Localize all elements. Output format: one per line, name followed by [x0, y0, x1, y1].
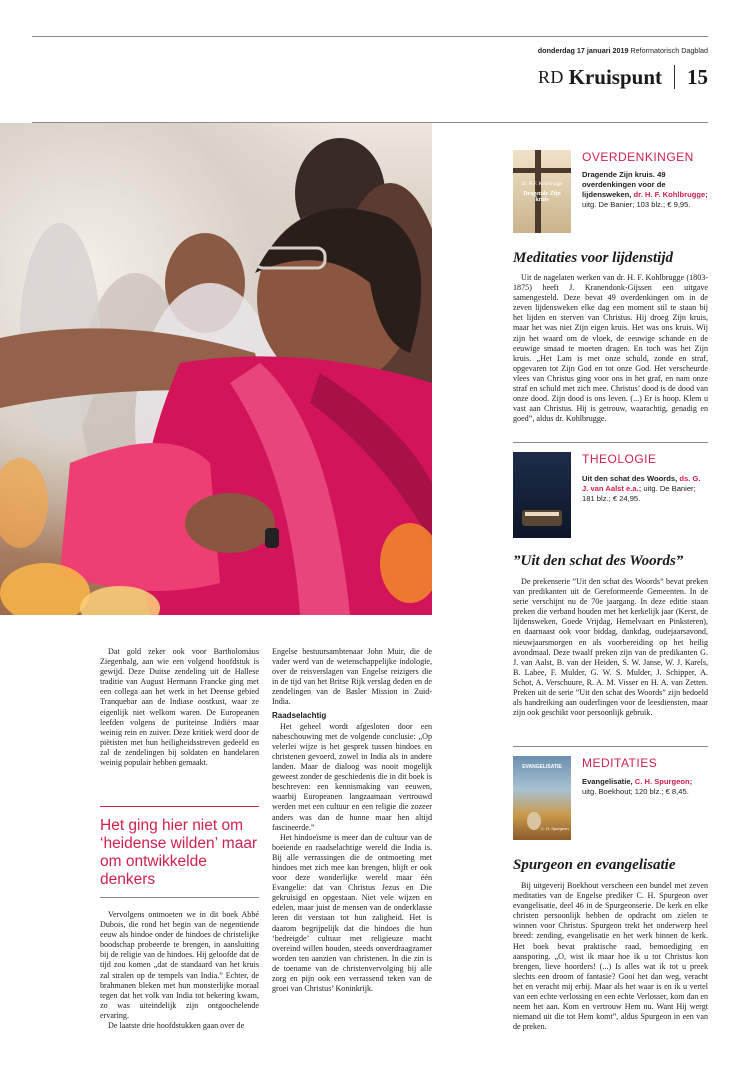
book-cover-uit-den-schat: [513, 452, 571, 538]
book-cover-kohlbrugge: [513, 150, 571, 233]
book-info: [582, 170, 708, 210]
section-title: Kruispunt: [568, 64, 662, 89]
pullquote: Het ging hier niet om ‘heidense wilden’ maar om ontwikkelde denkers: [100, 817, 258, 888]
sidebar-title: Spurgeon en evangelisatie: [513, 857, 676, 873]
book-info: [582, 777, 708, 797]
sidebar-title: Meditaties voor lijdenstijd: [513, 250, 673, 266]
article-column-1: [100, 647, 259, 768]
paragraph: Uit de nagelaten werken van dr. H. F. Kohlbrugge (1803-1875) heeft J. Kranendonk-Gijssen een uitgave samengesteld. Deze bevat 49 overdenkingen om in de zeven lijdensweken elke dag een moment stil te staan bij het lijden en sterven van Christus. Hij droeg Zijn kruis, maar het was niet Zijn eigen kruis. Het was ons kruis. Wij zijn het waard om de vloek, de eeuwige schande en de eeuwige smaad te moeten dragen. En toch was het Zijn kruis. „Het Lam is met onze schuld, zonde en straf, opgevaren tot Zijn God en tot onze God. Het verscheurde vlees van Christus ging voor ons in het graf, en nam onze straf en schuld met zich mee. Christus’ dood is de dood van onze dood. Zijn dood is ons leven. (...) Er is hoop. Klem u vast aan Christus. Hij is getrouw, waarachtig, genadig en goed”, aldus dr. Kohlbrugge.: [513, 273, 708, 424]
book-title: Dragende Zijn kruis. 49 overdenkingen voor de lijdensweken,: [582, 170, 666, 199]
paragraph: Het geheel wordt afgesloten door een nabeschouwing met de volgende conclusie: „Op velerlei wijze is het gesprek tussen hindoes en christenen gevoerd, zowel in India als in andere landen. Maar de dialoog was nooit mogelijk geweest zonder de geschiedenis die in dit boek is beschreven: een kennismaking van eeuwen, waarbij Europeanen langzaamaan vertrouwd werden met een cultuur en een religie die zozeer anders was dan de hunne maar hen altijd fascineerde.”: [272, 721, 432, 832]
sidebar-title: ”Uit den schat des Woords”: [513, 553, 684, 569]
article-column-2: [272, 647, 432, 994]
paragraph: De prekenserie ”Uit den schat des Woords” bevat preken van predikanten uit de Gereformeerde Gemeenten. In de serie verschijnt nu de 70e jaargang. In deze editie staan preken die verband houden met het kerkelijk jaar (Kerst, de lijdensweken, Goede Vrijdag, Hemelvaart en Pinksteren), en daarnaast ook voor biddag, dankdag, oudejaarsavond, nieuwjaarsmorgen en als voorbereiding op het heilig avondmaal. Deze twaalf preken zijn van de predikanten G. J. van Aalst, B. van der Heiden, S. W. Janse, W. J. Karels, B. Labee, F. Mulder, G. W. S. Mulder, J. Schipper, A. Schot, A. Verschuure, R. A. M. Visser en H. A. van Zetten. Preken uit de serie ”Uit den schat des Woords” zijn bedoeld als handreiking aan ouderlingen voor de leesdiensten, maar zijn ook geschikt voor persoonlijk gebruik.: [513, 577, 708, 718]
cover-author: C. H. Spurgeon: [541, 826, 569, 831]
category-label: THEOLOGIE: [582, 452, 657, 466]
photo-illustration: [0, 123, 432, 615]
paper-name: Reformatorisch Dagblad: [630, 46, 708, 55]
paragraph: Het hindoeïsme is meer dan de cultuur van de boeiende en raadselachtige wereld die India is. Bij alle verrassingen die de ontmoeting met hindoes met zich mee kan brengen, blijft er ook voor deze wonderlijke wereld maar één Evangelie: dat van Christus Jezus en Die gekruisigd en opgestaan. Niet vele wijzen en edelen, maar juist de mensen van de onderklasse leren dit verstaan tot hun zaligheid. Het is daarom begrijpelijk dat die hindoes die hun ‘bedreigde’ cultuur met religieuze macht overeind willen houden, steeds onverdraagzamer worden ten aanzien van christenen. In die zin is de toename van de christenvervolging bij alle zorg en pijn ook een verrassend teken van de groei van Christus’ Koninkrijk.: [272, 832, 432, 994]
brand-prefix: RD: [538, 66, 564, 87]
book-author: C. H. Spurgeon;: [634, 777, 693, 786]
hindu-worship-photo: [0, 123, 432, 615]
paragraph: Dat gold zeker ook voor Bartholomäus Ziegenbalg, aan wie een volgend hoofdstuk is gewijd. Deze Duitse zendeling uit de Hallese traditie van August Hermann Francke ging met een collega aan het werk in het Deense gebied Tranquebar aan de Indiase oostkust, waar ze eigenlijk niet welkom waren. De Europeanen leefden volgens de puriteinse Indiërs maar weinig rein en zuiver. Deze kritiek werd door de piëtisten met hun heiligheidsstreven gedeeld en zal de zendelingen bij soldaten en handelaren weinig populair hebben gemaakt.: [100, 647, 259, 768]
book-title: Evangelisatie,: [582, 777, 633, 786]
category-label: OVERDENKINGEN: [582, 150, 694, 164]
paragraph: Bij uitgeverij Boekhout verscheen een bundel met zeven meditaties van de Engelse prediker C. H. Spurgeon over evangelisatie, deel 46 in de Spurgeonserie. De kerk en elke christen persoonlijk hebben de opdracht om zielen te winnen voor Christus. Spurgeon trekt het onderwerp heel breed: zending, evangelisatie en het werk binnen de kerk. Het boek bevat praktische raad, bemoediging en aansporing. „O, wist ik maar hoe ik u tot Christus kon brengen, lieve hoorders! (...) Is alles wat ik tot u preek slechts een droom of fantasie? Gooi het dan weg, veracht het en veracht mij erbij. Maar als het waar is en ik u vertel van een echte verlossing en een echte Verlosser, kom dan en neem het aan. Kom en vertrouw Hem nu. Want Hij wergt niemand uit die tot Hem komt”, aldus Spurgeon in een van de preken.: [513, 881, 708, 1032]
masthead-divider: [674, 65, 675, 89]
sidebar-text: [513, 577, 708, 718]
pullquote-bottom-rule: [100, 897, 259, 898]
paragraph: Engelse bestuursambtenaar John Muir, die de vader werd van de wetenschappelijke indologie, over de reisverslagen van Engelse reizigers die in de tijd van het Britse Rijk verslag deden en de zendelingen van de Basler Mission in Zuid-India.: [272, 647, 432, 707]
sidebar-divider: [513, 746, 708, 747]
category-label: MEDITATIES: [582, 756, 658, 770]
sidebar-text: [513, 881, 708, 1032]
book-publisher: uitg. De Banier; 181 blz.; € 24,95.: [582, 484, 696, 503]
book-title: Uit den schat des Woords,: [582, 474, 678, 483]
book-author: dr. H. F. Kohlbrugge;: [633, 190, 708, 199]
book-publisher: uitg. De Banier; 103 blz.; € 9,95.: [582, 200, 691, 209]
date: donderdag 17 januari 2019: [537, 46, 629, 55]
top-rule: [32, 36, 708, 37]
book-author: ds. G. J. van Aalst e.a.;: [582, 474, 701, 493]
paragraph: De laatste drie hoofdstukken gaan over de: [108, 1021, 245, 1031]
paragraph: Vervolgens ontmoeten we in dit boek Abbé Dubois, die rond het begin van de negentiende eeuw als hindoe onder de hindoes de christelijke boodschap probeerde te brengen, in aansluiting bij de religie van de hindoes. Hij geloofde dat de tijd zou komen „dat de standaard van het kruis zal stralen op de tempels van India.” Echter, de brahmanen bleken met hun monsterlijke moraal tegen dat het volk van India tot bekering kwam, zo was uiteindelijk zijn ontgoochelende ervaring.: [100, 910, 259, 1020]
article-column-1b: [100, 910, 259, 1031]
subhead: Raadselachtig: [272, 710, 327, 720]
pullquote-top-rule: [100, 806, 259, 807]
dateline: [400, 46, 708, 55]
sidebar-text: [513, 273, 708, 424]
book-info: [582, 474, 708, 504]
masthead: [538, 62, 708, 92]
book-cover-evangelisatie: [513, 756, 571, 840]
sidebar-divider: [513, 442, 708, 443]
page-number: 15: [687, 64, 708, 89]
cover-title: Dragende Zijn kruis: [523, 191, 561, 203]
book-publisher: uitg. Boekhout; 120 blz.; € 8,45.: [582, 787, 689, 796]
cover-title: EVANGELISATIE: [522, 764, 562, 770]
cover-author: Dr. H.F. Kohlbrugge: [521, 182, 563, 187]
